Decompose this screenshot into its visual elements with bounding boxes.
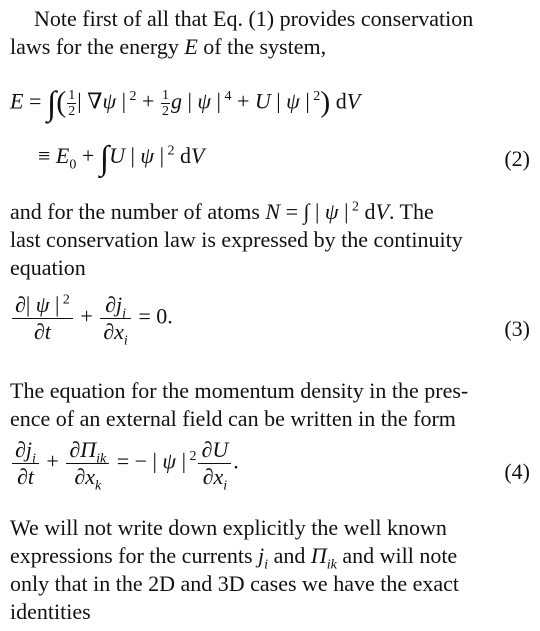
paragraph-line: identities xyxy=(10,599,91,624)
equation-momentum: $\frac{\partial j_i}{\partial t}$ + $\frac{\partial\Pi_{ik}}{\partial x_k}$ = − | ψ | $^2$ $\frac{\partial U}{\partial x_i}$ . xyxy=(10,437,239,490)
paragraph-line: only that in the 2D and 3D cases we have the exact xyxy=(10,571,460,596)
paragraph-line: laws for the energy E of the system, xyxy=(10,34,327,59)
equation-continuity: $\frac{\partial| \psi | ^2}{\partial t}$ + $\frac{\partial j_i}{\partial x_i}$ = 0. xyxy=(10,292,173,345)
paragraph-line: Note first of all that Eq. (1) provides conservation xyxy=(34,6,474,31)
paragraph-line: expressions for the currents $j_i$ and $\Pi_{ik}$ and will note xyxy=(10,543,458,573)
paragraph-line: ence of an external field can be written in the form xyxy=(10,406,456,431)
equation-energy-continued: ≡ $E_0 + \int U$ | ψ | $^2$ dV xyxy=(38,140,205,177)
paragraph-line: The equation for the momentum density in the pres- xyxy=(10,378,469,403)
equation-number: (2) xyxy=(504,146,530,171)
paragraph-line: We will not write down explicitly the well known xyxy=(10,515,447,540)
paragraph-line: and for the number of atoms N = ∫ | ψ | $^2$ dV. The xyxy=(10,199,434,224)
paragraph-line: equation xyxy=(10,255,86,280)
equation-number: (4) xyxy=(504,459,530,484)
equation-number: (3) xyxy=(504,316,530,341)
paragraph-line: last conservation law is expressed by the continuity xyxy=(10,227,463,252)
equation-energy: E = ∫( $\frac{1}{2}$ | ∇ψ | $^2$ + $\frac{1}{2}$ g | ψ | $^4$ + U | ψ | $^2$) dV xyxy=(10,85,361,123)
